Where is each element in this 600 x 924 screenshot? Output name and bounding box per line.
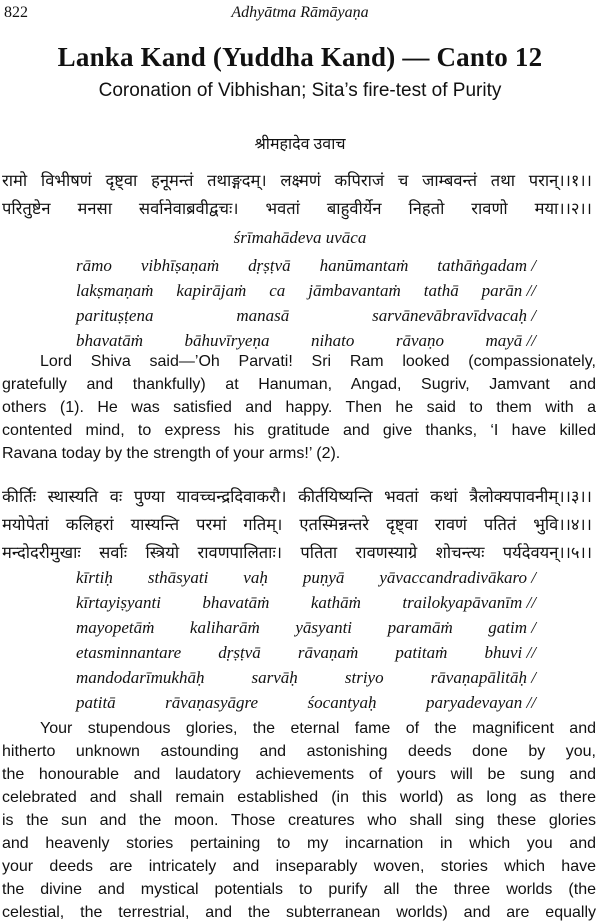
word: विभीषणं bbox=[40, 171, 92, 190]
word: पतितं bbox=[483, 515, 517, 534]
word: dṛṣṭvā bbox=[248, 256, 291, 275]
word: परमां bbox=[196, 515, 227, 534]
word: सर्वाः bbox=[99, 543, 128, 562]
word: शोचन्त्यः bbox=[435, 543, 485, 562]
word: rāmo bbox=[76, 256, 112, 275]
transliteration-line bbox=[76, 618, 536, 638]
prose-line: celebrated and shall remain established (in this world) as long as there bbox=[2, 789, 596, 806]
word: dṛṣṭvā bbox=[218, 643, 261, 662]
speaker-transliteration: śrīmahādeva uvāca bbox=[233, 228, 367, 247]
word: बाहुवीर्येन bbox=[326, 199, 382, 218]
prose-line: the honourable and laudatory achievements of yours will be sung and bbox=[2, 766, 596, 783]
word: parān // bbox=[481, 281, 536, 300]
word: hanūmantaṁ bbox=[319, 256, 409, 275]
word: त्रैलोक्यपावनीम्।।३।। bbox=[469, 487, 592, 506]
word: rāvaṇo bbox=[395, 331, 445, 350]
transliteration-line bbox=[76, 593, 536, 613]
transliteration-line bbox=[76, 693, 536, 713]
word: भवतां bbox=[384, 487, 419, 506]
word: mandodarīmukhāḥ bbox=[76, 668, 205, 687]
word: पर्यदेवयन्।।५।। bbox=[502, 543, 592, 562]
word: bhuvi // bbox=[484, 643, 536, 662]
word: ca bbox=[269, 281, 286, 300]
word: tathā bbox=[423, 281, 459, 300]
page-number: 822 bbox=[4, 4, 28, 21]
prose-line: and heavenly stories pertaining to my incarnation in which you and bbox=[2, 835, 596, 852]
word: तथा bbox=[490, 171, 516, 190]
word: manasā bbox=[236, 306, 290, 325]
prose-line: is the sun and the moon. Those creatures who shall sing these glories bbox=[2, 812, 596, 829]
word: sarvānevābravīdvacaḥ / bbox=[372, 306, 536, 325]
prose-line: the divine and mystical potentials to purify all the three worlds (the bbox=[2, 881, 596, 898]
word: तथाङ्गदम्। bbox=[207, 171, 267, 190]
prose-paragraph-2 bbox=[2, 717, 596, 924]
word: कथां bbox=[430, 487, 458, 506]
word: रावणपालिताः। bbox=[197, 543, 283, 562]
prose-line: Your stupendous glories, the eternal fame of the magnificent and bbox=[40, 720, 596, 737]
prose-line: celestial, the terrestrial, and the subterranean worlds) and are equally bbox=[2, 904, 596, 921]
word: गतिम्। bbox=[243, 515, 283, 534]
prose-line: Ravana today by the strength of your arms!’ (2). bbox=[2, 445, 341, 462]
canto-title: Lanka Kand (Yuddha Kand) — Canto 12 bbox=[57, 42, 543, 72]
transliteration-line bbox=[76, 256, 536, 276]
transliteration-line bbox=[76, 668, 536, 688]
word: परान्।।१।। bbox=[528, 171, 592, 190]
word: कीर्तिः bbox=[2, 487, 36, 506]
devanagari-verse-line bbox=[2, 512, 592, 535]
word: हनूमन्तं bbox=[151, 171, 194, 190]
prose-line: Lord Shiva said—’Oh Parvati! Sri Ram looked (compassionately, bbox=[40, 353, 596, 370]
word: vibhīṣaṇaṁ bbox=[140, 256, 220, 275]
word: mayopetāṁ bbox=[76, 618, 155, 637]
canto-subtitle: Coronation of Vibhishan; Sita’s fire-test of Purity bbox=[98, 80, 502, 101]
word: पतिता bbox=[300, 543, 338, 562]
word: kaliharāṁ bbox=[189, 618, 260, 637]
transliteration-line bbox=[76, 568, 536, 588]
word: निहतो bbox=[408, 199, 445, 218]
word: रावणं bbox=[434, 515, 467, 534]
word: दृष्ट्वा bbox=[386, 515, 418, 534]
word: jāmbavantaṁ bbox=[308, 281, 401, 300]
speaker-devanagari: श्रीमहादेव उवाच bbox=[254, 136, 346, 153]
word: स्थास्यति bbox=[47, 487, 99, 506]
devanagari-verse-line bbox=[2, 540, 592, 563]
word: रावणस्याग्रे bbox=[355, 543, 418, 562]
word: मया।।२।। bbox=[534, 199, 592, 218]
word: lakṣmaṇaṁ bbox=[76, 281, 154, 300]
word: कलिहरां bbox=[65, 515, 114, 534]
word: स्त्रियो bbox=[145, 543, 180, 562]
word: लक्ष्मणं bbox=[280, 171, 321, 190]
word: etasminnantare bbox=[76, 643, 182, 662]
prose-line: your deeds are intricately and inseparably woven, stories which have bbox=[2, 858, 596, 875]
word: rāvaṇapālitāḥ / bbox=[430, 668, 536, 687]
word: vaḥ bbox=[243, 568, 268, 587]
prose-line: contented mind, to express his gratitude and give thanks, ‘I have killed bbox=[2, 422, 596, 439]
word: paryadevayan // bbox=[425, 693, 536, 712]
word: paramāṁ bbox=[387, 618, 453, 637]
word: patitā bbox=[76, 693, 116, 712]
word: यावच्चन्द्रदिवाकरौ। bbox=[176, 487, 287, 506]
transliteration-line bbox=[76, 306, 536, 326]
word: कीर्तयिष्यन्ति bbox=[298, 487, 373, 506]
word: tathāṅgadam / bbox=[437, 256, 536, 275]
word: gatim / bbox=[488, 618, 536, 637]
word: yāsyanti bbox=[295, 618, 353, 637]
word: śocantyaḥ bbox=[307, 693, 377, 712]
word: patitaṁ bbox=[395, 643, 448, 662]
word: रामो bbox=[2, 171, 28, 190]
word: मन्दोदरीमुखाः bbox=[2, 543, 81, 562]
word: यास्यन्ति bbox=[130, 515, 180, 534]
word: kīrtiḥ bbox=[76, 568, 113, 587]
word: kīrtayiṣyanti bbox=[76, 593, 161, 612]
word: puṇyā bbox=[302, 568, 345, 587]
word: जाम्बवन्तं bbox=[422, 171, 478, 190]
transliteration-line bbox=[76, 281, 536, 301]
prose-line: gratefully and thankfully) at Hanuman, Angad, Sugriv, Jamvant and bbox=[2, 376, 596, 393]
word: पुण्या bbox=[133, 487, 165, 506]
word: मनसा bbox=[77, 199, 112, 218]
devanagari-verse-line bbox=[2, 168, 592, 191]
word: वः bbox=[109, 487, 123, 506]
word: striyo bbox=[344, 668, 384, 687]
word: mayā // bbox=[485, 331, 536, 350]
word: rāvaṇaṁ bbox=[297, 643, 359, 662]
word: bhavatāṁ bbox=[76, 331, 144, 350]
word: परितुष्टेन bbox=[2, 199, 51, 218]
word: भवतां bbox=[265, 199, 300, 218]
word: parituṣṭena bbox=[76, 306, 154, 325]
transliteration-line bbox=[76, 643, 536, 663]
page-header bbox=[0, 4, 600, 26]
prose-paragraph-1 bbox=[2, 350, 596, 465]
word: yāvaccandradivākaro / bbox=[379, 568, 536, 587]
word: kathāṁ bbox=[310, 593, 361, 612]
word: मयोपेतां bbox=[2, 515, 49, 534]
word: रावणो bbox=[471, 199, 508, 218]
word: एतस्मिन्नन्तरे bbox=[299, 515, 370, 534]
running-head: Adhyātma Rāmāyaṇa bbox=[231, 4, 369, 21]
devanagari-verse-line bbox=[2, 196, 592, 219]
word: kapirājaṁ bbox=[176, 281, 247, 300]
word: sarvāḥ bbox=[251, 668, 298, 687]
word: भुवि।।४।। bbox=[533, 515, 592, 534]
word: rāvaṇasyāgre bbox=[165, 693, 259, 712]
prose-line: others (1). He was satisfied and happy. Then he said to them with a bbox=[2, 399, 596, 416]
word: दृष्ट्वा bbox=[105, 171, 138, 190]
word: bāhuvīryeṇa bbox=[184, 331, 270, 350]
word: sthāsyati bbox=[147, 568, 209, 587]
word: कपिराजं bbox=[334, 171, 385, 190]
word: च bbox=[397, 171, 409, 190]
word: bhavatāṁ bbox=[202, 593, 270, 612]
word: nihato bbox=[310, 331, 355, 350]
transliteration-line bbox=[76, 331, 536, 351]
prose-line: hitherto unknown astounding and astonishing deeds done by you, bbox=[2, 743, 596, 760]
word: सर्वानेवाब्रवीद्वचः। bbox=[138, 199, 239, 218]
word: trailokyapāvanīm // bbox=[402, 593, 536, 612]
devanagari-verse-line bbox=[2, 484, 592, 507]
